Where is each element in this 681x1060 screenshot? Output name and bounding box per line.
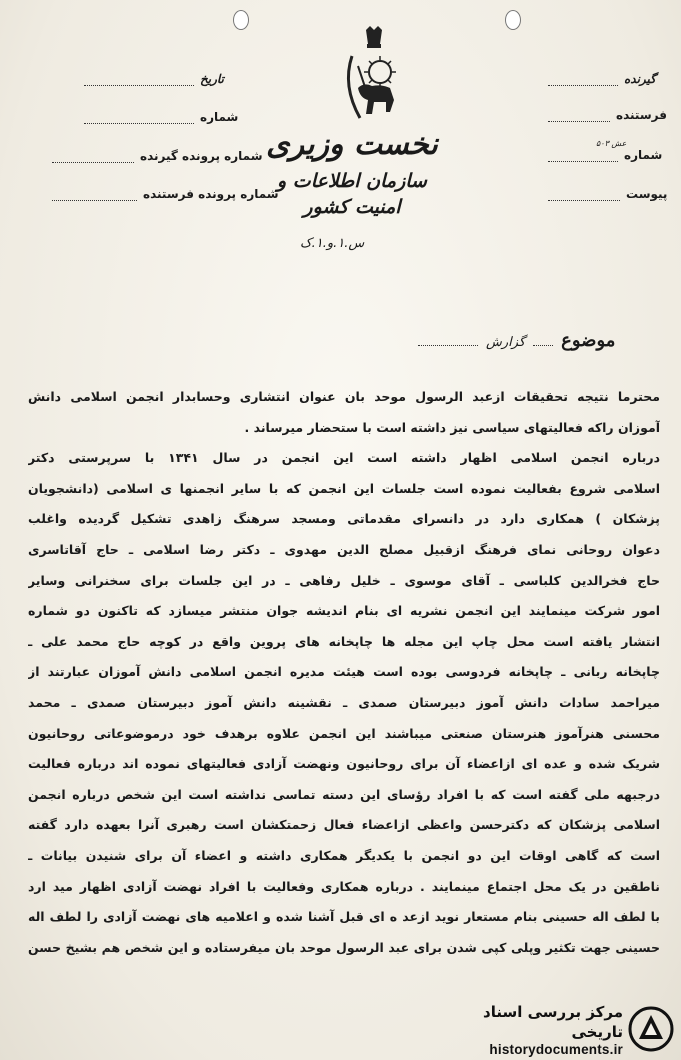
watermark	[475, 1002, 675, 1056]
body-line: شریک شده و عده ای ازاعضاء آن برای روحانیون ونهضت آزادی فعالیتهای نموده اند درباره فعالیت	[28, 756, 660, 772]
body-line: درباره انجمن اسلامی اظهار داشته است این انجمن در سال ۱۳۴۱ با سرپرستی دکتر	[28, 450, 660, 466]
punch-hole-icon	[505, 10, 521, 30]
body-line: آموزان راکه فعالیتهای سیاسی نیز داشته است با ستحضار میرساند .	[244, 419, 660, 435]
body-line: حسینی جهت تکثیر وپلی کپی شدن برای عبد الرسول موحد بان میفرستاده و این شخص هم بشیخ حسن	[28, 939, 660, 955]
attachment-field	[548, 187, 667, 201]
body-line: امور شرکت مینمایند این انجمن نشریه ای بنام اندیشه جوان منتشر میسازد که تاکنون دو شماره	[28, 603, 660, 619]
handwritten-number: عش ۵۰۳	[596, 139, 627, 148]
number-field-right	[548, 148, 662, 162]
body-line: محترما نتیجه تحقیقات ازعبد الرسول موحد بان عنوان انتشاری وحسابدار انجمن اسلامی دانش	[28, 389, 660, 404]
body-line: درجبهه ملی گفته است که با افراد رؤسای این دسته تماسی نداشته است این شخص درباره انجمن	[28, 786, 660, 802]
sender-file-field	[52, 187, 279, 201]
letterhead	[262, 126, 442, 220]
number-field-left	[84, 110, 238, 124]
body-line: محسنی هنرآموز هنرستان صنعتی میباشند این انجمن علاوه برهدف خود درموضوعاتی روحانیون	[28, 725, 660, 741]
receiver-field	[548, 72, 656, 86]
body-line: اسلامی پزشکان که دکترحسن واعظی ازاعضاء فعال زحمتکشان است رهبری آنرا بعهده دارد گفته	[28, 817, 660, 833]
date-label: تاریخ	[200, 72, 224, 86]
body-line: اسلامی شروع بفعالیت نموده است جلسات این انجمن که با سایر انجمنها ی اسلامی (دانشجویان	[28, 480, 660, 496]
subject-value: گزارش	[486, 335, 526, 350]
body-line: پزشکان ) همکاری دارد در دانسرای مقدماتی ومسجد سرهنگ زاهدی تشکیل گردیده واغلب	[28, 511, 660, 527]
body-line: انتشار یافته است محل چاپ این مجله ها چاپخانه های پروین واقع در کوچه حاج محمد علی ـ	[28, 633, 660, 649]
number-label-left: شماره	[200, 110, 239, 124]
letterhead-title: نخست وزیری	[266, 127, 438, 162]
body-line: دعوان روحانی نمای فرهنگ ازقبیل مصلح الدین مهدوی ـ دکتر رضا اسلامی ـ حاج آقاتاسری	[28, 541, 660, 557]
body-line: ناطقین در یک محل اجتماع مینمایند . درباره همکاری وفعالیت با افراد نهضت آزادی اظهار مید ارد	[28, 878, 660, 894]
body-line: میراحمد سادات دانش آموز دبیرستان صمدی ـ نقشینه دانش آموز دبیرستان صمدی ـ محمد	[28, 694, 660, 710]
reference-code: س.۱.و.۱.ک	[300, 236, 365, 251]
sender-file-label: شماره پرونده فرستنده	[143, 187, 279, 201]
subject-label: موضوع	[561, 330, 616, 351]
receiver-file-field	[52, 149, 263, 163]
watermark-persian: مرکز بررسی اسناد تاریخی	[483, 1002, 623, 1041]
body-line: با لطف اله حسینی بنام مستعار نوید ازعد ه ای قبل آشنا شده و اعلامیه های نهضت آزادی را لطف اله	[28, 909, 660, 925]
number-label-right: شماره	[624, 148, 663, 162]
receiver-label: گیرنده	[624, 72, 656, 86]
sender-label: فرستنده	[616, 108, 667, 122]
receiver-file-label: شماره پرونده گیرنده	[140, 149, 263, 163]
sender-field	[548, 108, 667, 122]
body-line: حاج فخرالدین کلباسی ـ آقای موسوی ـ خلیل رفاهی ـ در این جلسات برای سخنرانی وسایر	[28, 572, 660, 588]
watermark-url: historydocuments.ir	[489, 1041, 623, 1057]
date-field	[84, 72, 224, 86]
letter-body	[28, 388, 660, 969]
punch-hole-icon	[233, 10, 249, 30]
subject-line	[418, 330, 615, 351]
attachment-label: پیوست	[626, 187, 668, 201]
archive-logo-icon	[627, 1005, 675, 1053]
body-line: چاپخانه ربانی ـ چاپخانه فردوسی بوده است هیئت مدیره انجمن اسلامی دانش آموزان عبارتند از	[28, 664, 660, 680]
body-line: است که گاهی اوقات این دو انجمن با یکدیگر همکاری داشته و اعضاء آن برای شنیدن بیانات ـ	[28, 847, 660, 863]
letterhead-subtitle: سازمان اطلاعات و امنیت کشور	[277, 170, 427, 218]
lion-and-sun-emblem-icon	[338, 26, 408, 136]
